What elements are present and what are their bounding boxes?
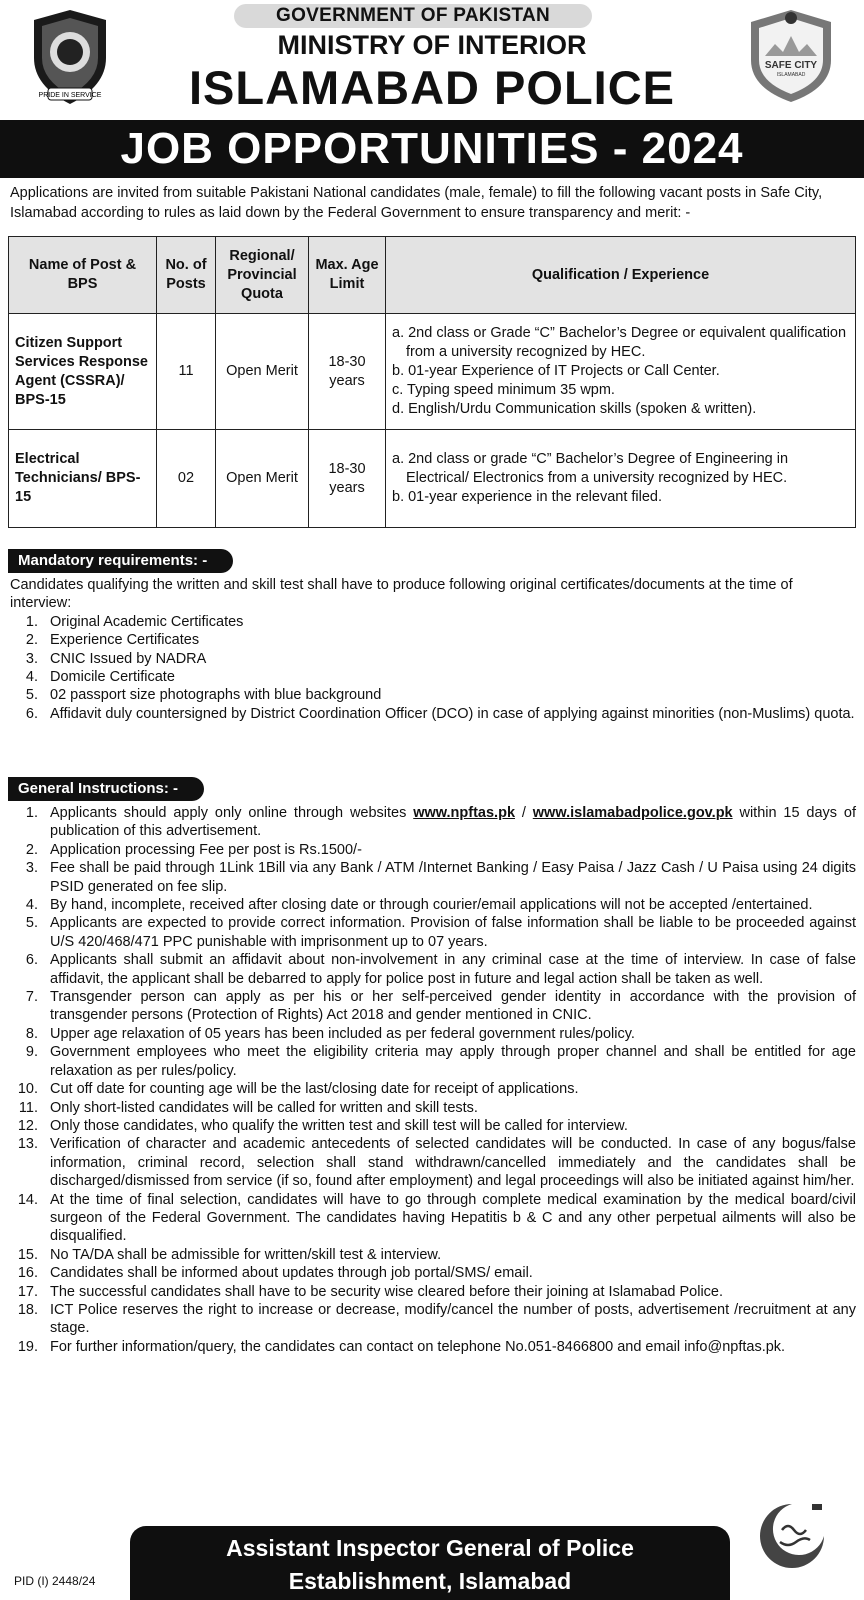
list-item: 1. Applicants should apply only online through websites www.npftas.pk / www.islamabadpolice.gov.pk within 15 days of publication of this advertisement. (25, 805, 856, 840)
general-instructions-section (10, 804, 856, 1356)
post-age: 18-30 years (309, 430, 386, 528)
header-quota: Regional/ Provincial Quota (216, 237, 309, 314)
pid-number: PID (I) 2448/24 (14, 1574, 96, 1588)
qualification-item: a. 2nd class or Grade “C” Bachelor’s Degree or equivalent qualification from a university recognized by HEC. (392, 325, 847, 360)
table-header-row (9, 237, 856, 314)
table-row (9, 314, 856, 430)
safe-city-text: SAFE CITY (764, 60, 818, 71)
job-title-banner: JOB OPPORTUNITIES - 2024 (0, 120, 864, 178)
list-item: 11. Only short-listed candidates will be called for written and skill tests. (18, 1099, 478, 1116)
header-age: Max. Age Limit (309, 237, 386, 314)
mandatory-section (10, 576, 856, 723)
general-instructions-list (10, 804, 856, 1356)
qualification-item: d. English/Urdu Communication skills (spoken & written). (392, 401, 757, 417)
qualification-item: a. 2nd class or grade “C” Bachelor’s Degree of Engineering in Electrical/ Electronics from a university recognized by HEC. (392, 451, 789, 486)
signatory-title: Assistant Inspector General of Police (226, 1535, 634, 1561)
list-item: 18. ICT Police reserves the right to increase or decrease, modify/cancel the number of posts, advertisement /recruitment at any stage. (17, 1301, 856, 1337)
list-item: 2. Experience Certificates (25, 632, 200, 649)
government-banner: GOVERNMENT OF PAKISTAN (234, 4, 592, 28)
post-count: 02 (157, 430, 216, 528)
mandatory-list (10, 613, 856, 723)
list-item: 16. Candidates shall be informed about updates through job portal/SMS/ email. (17, 1265, 533, 1282)
footer-signature-block (130, 1526, 730, 1600)
header-qualification: Qualification / Experience (386, 237, 856, 314)
qualification-item: c. Typing speed minimum 35 wpm. (392, 382, 615, 398)
list-item: 4. Domicile Certificate (25, 669, 175, 686)
safe-city-shield-icon (745, 6, 837, 106)
list-item: 2. Application processing Fee per post is Rs.1500/- (25, 841, 362, 858)
signatory-office: Establishment, Islamabad (288, 1568, 572, 1594)
table-row (9, 430, 856, 528)
list-item: 8. Upper age relaxation of 05 years has been included as per federal government rules/policy. (25, 1025, 635, 1042)
post-name: Citizen Support Services Response Agent (CSSRA)/ BPS-15 (9, 314, 157, 430)
qualification-item: b. 01-year Experience of IT Projects or Call Center. (392, 363, 720, 379)
list-item: 14. At the time of final selection, candidates will have to go through complete medical examination by the medical board/civil surgeon of the Federal Government. The candidates having Hepatitis b & C and any other perpetual ailments will also be disqualified. (17, 1191, 856, 1245)
post-count: 11 (157, 314, 216, 430)
list-item: 17. The successful candidates shall have to be security wise cleared before their joining at Islamabad Police. (17, 1283, 724, 1300)
post-name: Electrical Technicians/ BPS-15 (9, 430, 157, 528)
islamabad-police-website-link[interactable]: www.islamabadpolice.gov.pk (532, 805, 733, 821)
post-age: 18-30 years (309, 314, 386, 430)
list-item: 12. Only those candidates, who qualify the written test and skill test will be called for interview. (17, 1117, 628, 1134)
vacancy-table (8, 236, 856, 528)
list-item: 13. Verification of character and academic antecedents of selected candidates will be conducted. In case of any bogus/false information, criminal record, selection shall stand withdrawn/cancelled immediately and the candidates shall be discharged/dismissed from service (if so, found after employment) and legal proceedings will also be initiated against him/her. (17, 1136, 856, 1190)
intro-paragraph: Applications are invited from suitable Pakistani National candidates (male, female) to fill the following vacant posts in Safe City, Islamabad according to rules as laid down by the Federal Government to ensure transparency and merit: - (10, 185, 823, 221)
npftas-website-link[interactable]: www.npftas.pk (413, 805, 516, 821)
list-item: 6. Affidavit duly countersigned by District Coordination Officer (DCO) in case of applying against minorities (non-Muslims) quota. (25, 705, 855, 722)
list-item: 3. CNIC Issued by NADRA (25, 650, 207, 667)
general-heading: General Instructions: - (8, 777, 204, 801)
list-item: 1. Original Academic Certificates (25, 613, 244, 630)
post-qualification (386, 314, 856, 430)
header-post: Name of Post & BPS (9, 237, 157, 314)
urdu-calligraphy-emblem-icon (752, 1496, 832, 1576)
organization-name: ISLAMABAD POLICE (189, 61, 675, 114)
list-item: 19. For further information/query, the candidates can contact on telephone No.051-8466800 and email info@npftas.pk. (17, 1338, 786, 1355)
list-item: 15. No TA/DA shall be admissible for written/skill test & interview. (17, 1246, 442, 1263)
list-item: 3. Fee shall be paid through 1Link 1Bill via any Bank / ATM /Internet Banking / Easy Paisa / Jazz Cash / U Paisa using 24 digits PSID generated on fee slip. (25, 860, 856, 895)
list-item: 4. By hand, incomplete, received after closing date or through courier/email applications will not be accepted /entertained. (25, 897, 813, 914)
safe-city-subtext: ISLAMABAD (776, 72, 806, 78)
ministry-name: MINISTRY OF INTERIOR (277, 30, 587, 60)
advertisement-header (0, 0, 864, 118)
post-qualification (386, 430, 856, 528)
qualification-item: b. 01-year experience in the relevant filed. (392, 489, 663, 505)
badge-motto: PRIDE IN SERVICE (38, 92, 102, 99)
mandatory-intro: Candidates qualifying the written and skill test shall have to produce following original certificates/documents at the time of interview: (10, 577, 793, 612)
list-item: 10. Cut off date for counting age will be the last/closing date for receipt of applications. (17, 1081, 579, 1098)
post-quota: Open Merit (216, 430, 309, 528)
list-item: 9. Government employees who meet the eligibility criteria may apply through proper channel and shall be entitled for age relaxation as per rules/policy. (25, 1044, 856, 1079)
header-no-of-posts: No. of Posts (157, 237, 216, 314)
post-quota: Open Merit (216, 314, 309, 430)
list-item: 6. Applicants shall submit an affidavit about non-involvement in any criminal case at the time of interview. In case of false affidavit, the applicant shall be debarred to apply for police post in future and legal action shall be taken as well. (25, 952, 856, 987)
list-item: 7. Transgender person can apply as per his or her self-perceived gender identity in accordance with the provision of transgender persons (Protection of Rights) Act 2018 and gender mentioned in CNIC. (25, 989, 856, 1024)
mandatory-heading: Mandatory requirements: - (8, 549, 233, 573)
list-item: 5. Applicants are expected to provide correct information. Provision of false information shall be liable to be proceeded against U/S 420/468/471 PPC punishable with imprisonment up to 07 years. (25, 915, 856, 950)
list-item: 5. 02 passport size photographs with blue background (25, 687, 382, 704)
